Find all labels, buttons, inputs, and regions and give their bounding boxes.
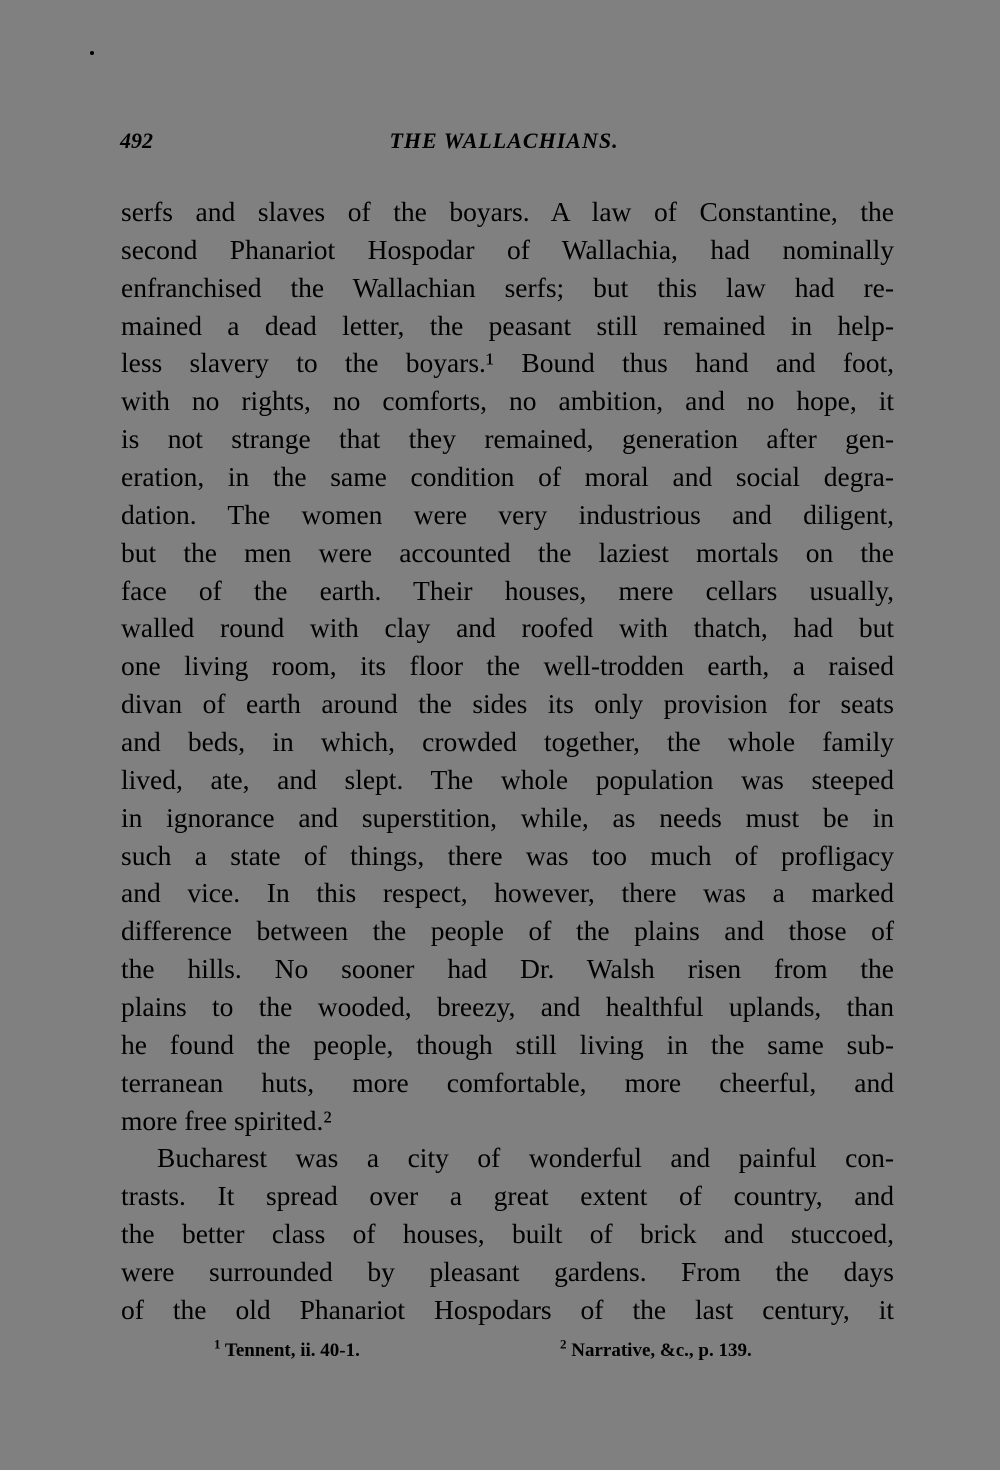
text-line: divan of earth around the sides its only provision for seats (121, 688, 894, 720)
text-line: he found the people, though still living in the same sub- (121, 1028, 894, 1060)
text-line: the better class of houses, built of brick and stuccoed, (121, 1218, 894, 1250)
text-line: more free spirited.² (121, 1104, 332, 1136)
text-line: dation. The women were very industrious and diligent, (121, 498, 894, 530)
page-speck (90, 51, 94, 55)
text-line: eration, in the same condition of moral and social degra- (121, 461, 894, 493)
text-line: enfranchised the Wallachian serfs; but this law had re- (121, 271, 894, 303)
text-line: and beds, in which, crowded together, the whole family (121, 726, 894, 758)
text-line: serfs and slaves of the boyars. A law of Constantine, the (121, 196, 894, 227)
text-line: less slavery to the boyars.¹ Bound thus hand and foot, (121, 347, 894, 379)
text-line: is not strange that they remained, generation after gen- (121, 423, 894, 455)
text-line: lived, ate, and slept. The whole population was steeped (121, 763, 894, 795)
text-line: were surrounded by pleasant gardens. From the days (121, 1256, 894, 1288)
paragraph-start-line: Bucharest was a city of wonderful and painful con- (157, 1142, 894, 1174)
text-line: such a state of things, there was too much of profligacy (121, 839, 894, 871)
text-line: face of the earth. Their houses, mere cellars usually, (121, 574, 894, 606)
text-line: of the old Phanariot Hospodars of the last century, it (121, 1293, 894, 1325)
text-line: the hills. No sooner had Dr. Walsh risen from the (121, 953, 894, 985)
text-line: in ignorance and superstition, while, as needs must be in (121, 801, 894, 833)
text-line: walled round with clay and roofed with thatch, had but (121, 612, 894, 644)
footnote-text: Tennent, ii. 40-1. (224, 1340, 360, 1361)
text-line: one living room, its floor the well-trodden earth, a raised (121, 650, 894, 682)
text-line: with no rights, no comforts, no ambition, and no hope, it (121, 385, 894, 417)
footnote-marker: 1 (214, 1336, 221, 1352)
text-line: difference between the people of the plains and those of (121, 915, 894, 947)
footnote-text: Narrative, &c., p. 139. (571, 1340, 752, 1361)
footnotes (0, 1336, 1000, 1370)
footnote-1 (214, 1336, 360, 1362)
body-text (121, 193, 894, 1329)
text-line: plains to the wooded, breezy, and healthful uplands, than (121, 991, 894, 1023)
footnote-2 (560, 1336, 752, 1362)
text-line: but the men were accounted the laziest mortals on the (121, 536, 894, 568)
text-line: terranean huts, more comfortable, more cheerful, and (121, 1066, 894, 1098)
text-line: second Phanariot Hospodar of Wallachia, had nominally (121, 233, 894, 265)
page-number: 492 (120, 128, 153, 153)
text-line: mained a dead letter, the peasant still remained in help- (121, 309, 894, 341)
footnote-marker: 2 (560, 1336, 567, 1352)
text-line: and vice. In this respect, however, there was a marked (121, 877, 894, 909)
running-title: THE WALLACHIANS. (389, 128, 619, 153)
text-line: trasts. It spread over a great extent of country, and (121, 1180, 894, 1212)
